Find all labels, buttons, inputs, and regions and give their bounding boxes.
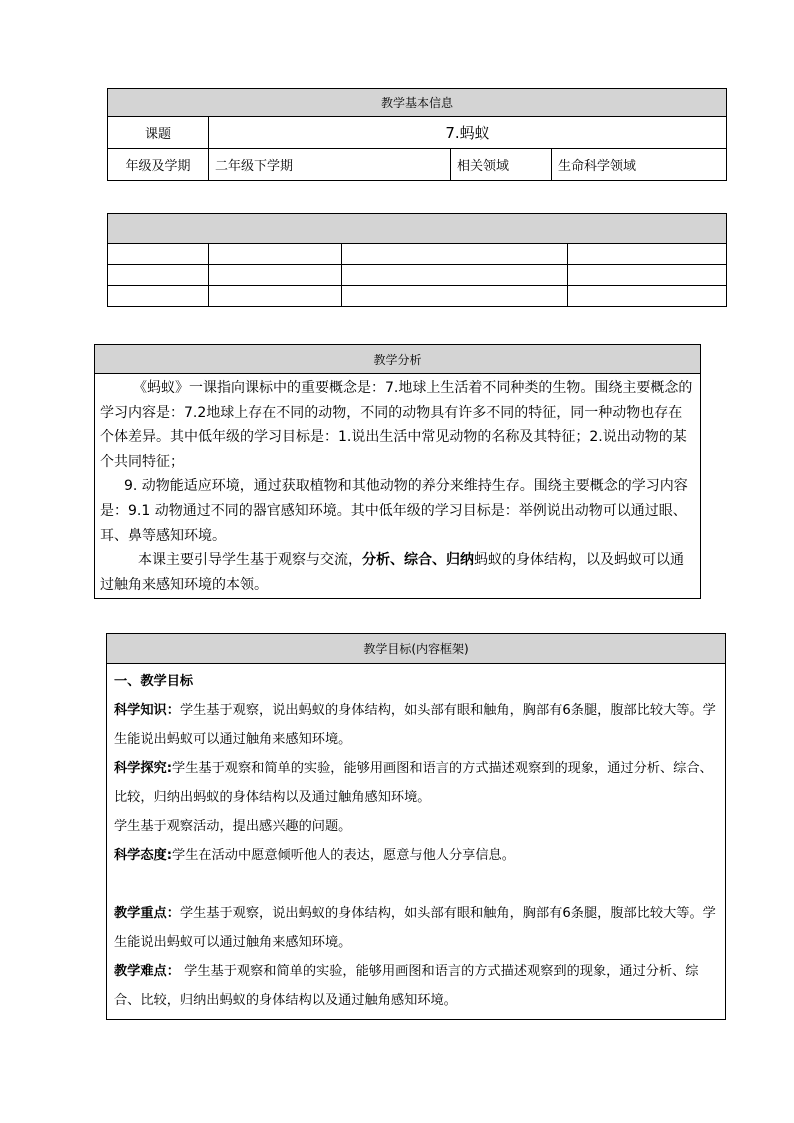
- empty-cell: [108, 244, 209, 265]
- analysis-body: [95, 374, 701, 599]
- knowledge-label: 科学知识：: [114, 703, 180, 718]
- inquiry-text: 学生基于观察和简单的实验，能够用画图和语言的方式描述观察到的现象，通过分析、综合、比较，归纳出蚂蚁的身体结构以及通过触角感知环境。: [114, 761, 713, 805]
- table-row: [108, 265, 727, 286]
- table-row: [108, 244, 727, 265]
- empty-cell: [568, 265, 727, 286]
- empty-cell: [108, 286, 209, 307]
- knowledge-text: 学生基于观察，说出蚂蚁的身体结构，如头部有眼和触角，胸部有6条腿，腹部比较大等。学生能说出蚂蚁可以通过触角来感知环境。: [114, 703, 716, 747]
- analysis-table: [94, 344, 701, 599]
- inquiry-paragraph-2: 学生基于观察活动，提出感兴趣的问题。: [114, 819, 352, 834]
- blank-line: [114, 870, 718, 899]
- analysis-p3-bold: 分析、综合、归纳: [362, 552, 474, 569]
- knowledge-paragraph: [114, 696, 718, 754]
- attitude-text: 学生在活动中愿意倾听他人的表达，愿意与他人分享信息。: [172, 848, 515, 863]
- empty-cell: [568, 244, 727, 265]
- key-points-label: 教学重点：: [114, 906, 180, 921]
- basic-info-header: 教学基本信息: [108, 89, 727, 117]
- empty-cell: [209, 286, 342, 307]
- empty-table: [107, 213, 727, 307]
- empty-cell: [342, 265, 568, 286]
- objectives-body: [107, 664, 726, 1020]
- attitude-paragraph: [114, 841, 718, 870]
- objectives-heading: [114, 667, 718, 696]
- difficult-points-text: 学生基于观察和简单的实验，能够用画图和语言的方式描述观察到的现象，通过分析、综合、比较，归纳出蚂蚁的身体结构以及通过触角感知环境。: [114, 964, 699, 1008]
- topic-label: 课题: [108, 117, 209, 149]
- table-row: [108, 286, 727, 307]
- basic-info-table: [107, 88, 727, 181]
- empty-cell: [209, 244, 342, 265]
- objectives-heading-text: 一、教学目标: [114, 674, 194, 689]
- empty-cell: [342, 286, 568, 307]
- field-label: 相关领域: [451, 149, 552, 181]
- topic-value: 7.蚂蚁: [209, 117, 727, 149]
- difficult-points-label: 教学难点：: [114, 964, 180, 979]
- inquiry-label: 科学探究:: [114, 761, 173, 776]
- empty-cell: [108, 265, 209, 286]
- analysis-paragraph-1: 《蚂蚁》一课指向课标中的重要概念是：7.地球上生活着不同种类的生物。围绕主要概念的学习内容是：7.2地球上存在不同的动物，不同的动物具有许多不同的特征，同一种动物也存在个体差异。其中低年级的学习目标是：1.说出生活中常见动物的名称及其特征；2.说出动物的某个共同特征；: [100, 380, 693, 470]
- analysis-paragraph-2: 9. 动物能适应环境，通过获取植物和其他动物的养分来维持生存。围绕主要概念的学习内容是：9.1 动物通过不同的器官感知环境。其中低年级的学习目标是：举例说出动物可以通过眼、耳、鼻等感知环境。: [100, 478, 688, 544]
- empty-cell: [209, 265, 342, 286]
- field-value: 生命科学领域: [552, 149, 727, 181]
- analysis-header: 教学分析: [95, 345, 701, 374]
- analysis-p3-start: 本课主要引导学生基于观察与交流，: [138, 552, 362, 569]
- objectives-table: [106, 633, 726, 1020]
- objectives-header: 教学目标(内容框架): [107, 634, 726, 664]
- difficult-points-paragraph: [114, 957, 718, 1015]
- analysis-paragraph-3: [100, 548, 695, 597]
- key-points-text: 学生基于观察，说出蚂蚁的身体结构，如头部有眼和触角，胸部有6条腿，腹部比较大等。学生能说出蚂蚁可以通过触角来感知环境。: [114, 906, 716, 950]
- empty-table-header: [108, 214, 727, 244]
- analysis-p3-end: 蚂蚁的身体结构，以及蚂蚁可以通过触角来感知环境的本领。: [100, 552, 684, 593]
- grade-value: 二年级下学期: [209, 149, 451, 181]
- key-points-paragraph: [114, 899, 718, 957]
- attitude-label: 科学态度:: [114, 848, 173, 863]
- grade-label: 年级及学期: [108, 149, 209, 181]
- empty-cell: [568, 286, 727, 307]
- empty-cell: [342, 244, 568, 265]
- inquiry-paragraph: [114, 754, 718, 812]
